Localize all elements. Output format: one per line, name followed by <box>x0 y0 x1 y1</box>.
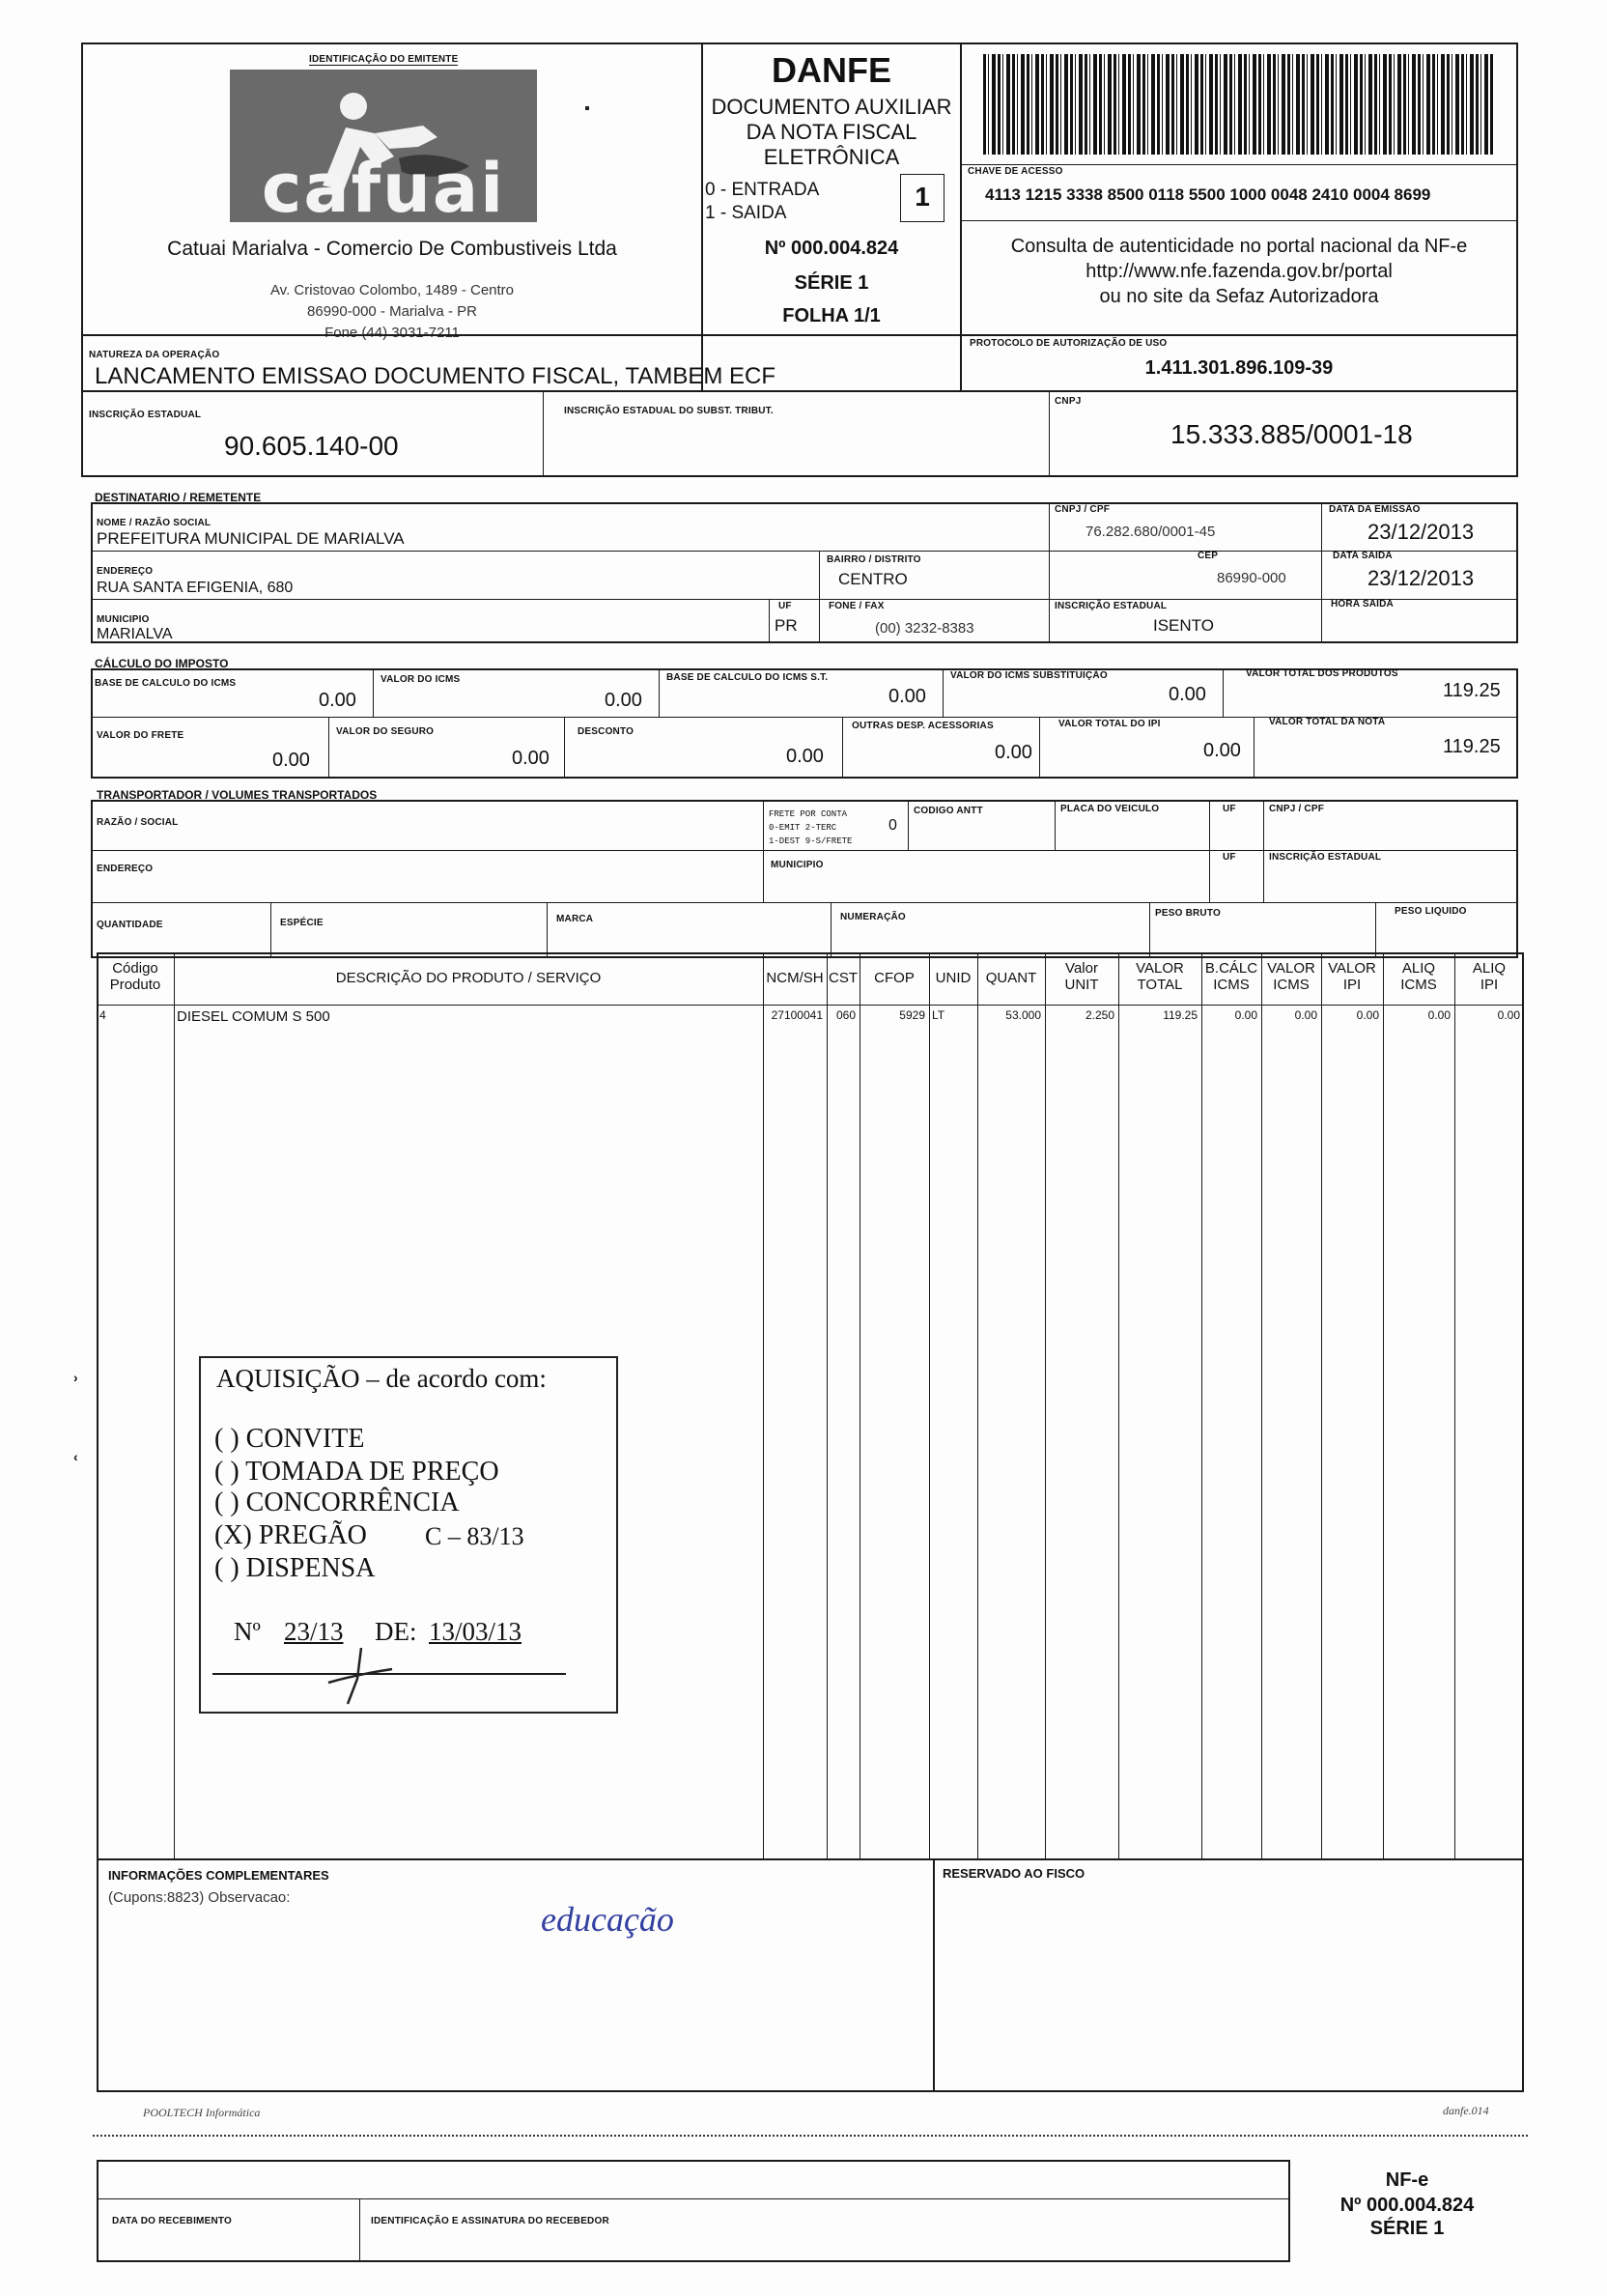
imp-div-5 <box>328 717 329 779</box>
produtos-header-cell: Valor UNIT <box>1064 960 1099 993</box>
bc-icms-label: BASE DE CALCULO DO ICMS <box>95 678 237 689</box>
dest-div-bairro <box>819 551 820 599</box>
chave-sep-1 <box>960 164 1518 165</box>
inscricao-div-2 <box>1049 390 1050 477</box>
emitente-address: Av. Cristovao Colombo, 1489 - Centro <box>269 282 515 298</box>
danfe-tipo: 1 <box>915 182 930 212</box>
imp-div-9 <box>1254 717 1255 779</box>
dest-bairro-label: BAIRRO / DISTRITO <box>827 554 921 565</box>
produtos-col-divider <box>1261 952 1262 1858</box>
natureza-label: NATUREZA DA OPERAÇÃO <box>89 350 220 360</box>
imp-div-6 <box>564 717 565 779</box>
imp-div-1 <box>373 668 374 717</box>
transp-cnpj-label: CNPJ / CPF <box>1269 804 1325 814</box>
stamp-title: AQUISIÇÃO – de acordo com: <box>216 1364 547 1393</box>
dest-line-1 <box>91 551 1518 552</box>
produtos-col-divider <box>174 952 175 1858</box>
dest-nome-label: NOME / RAZÃO SOCIAL <box>97 518 211 528</box>
valor-icms-st: 0.00 <box>1169 684 1206 705</box>
produtos-header-cell: CST <box>829 970 858 986</box>
produtos-header-cell: ALIQ ICMS <box>1400 960 1437 993</box>
dest-cnpj: 76.282.680/0001-45 <box>1085 524 1216 540</box>
footer-code: danfe.014 <box>1443 2104 1489 2117</box>
outras: 0.00 <box>995 742 1032 763</box>
reservado-box <box>933 1858 1524 2092</box>
footer-software: POOLTECH Informática <box>143 2106 261 2119</box>
dest-cep: 86990-000 <box>1217 570 1286 586</box>
produtos-header-cell: Código Produto <box>109 960 161 993</box>
inscricao-div-1 <box>543 390 544 477</box>
dest-municipio: MARIALVA <box>97 626 173 642</box>
stamp-date: 13/03/13 <box>429 1617 522 1646</box>
footer-numero: Nº 000.004.824 <box>1339 2195 1475 2216</box>
frete: 0.00 <box>272 750 310 771</box>
consulta-line-3: ou no site da Sefaz Autorizadora <box>1099 286 1379 307</box>
transp-municipio-label: MUNICIPIO <box>771 860 824 870</box>
produtos-row-cell: 0.00 <box>1356 1008 1379 1022</box>
dest-municipio-label: MUNICIPIO <box>97 614 150 625</box>
stamp-signature-icon <box>319 1640 396 1708</box>
danfe-subtitle-3: ELETRÔNICA <box>763 145 900 169</box>
danfe-numero: Nº 000.004.824 <box>764 238 899 259</box>
destinatario-box <box>91 502 1518 643</box>
bc-icms: 0.00 <box>319 690 356 711</box>
stamp-opt-3: ( ) CONCORRÊNCIA <box>214 1488 460 1517</box>
ipi-label: VALOR TOTAL DO IPI <box>1058 719 1161 729</box>
transp-peso-liquido-label: PESO LIQUIDO <box>1395 906 1467 917</box>
transp-quantidade-label: QUANTIDADE <box>97 920 163 930</box>
transp-uf-label: UF <box>1223 804 1236 814</box>
produtos-row-cell: 27100041 <box>771 1008 823 1022</box>
stamp-num: 23/13 <box>284 1617 344 1646</box>
transp-razao-label: RAZÃO / SOCIAL <box>97 817 179 828</box>
transp-especie-label: ESPÉCIE <box>280 918 324 928</box>
transp-div-10 <box>1375 902 1376 958</box>
recibo-box <box>97 2160 1290 2262</box>
ie-st-label: INSCRIÇÃO ESTADUAL DO SUBST. TRIBUT. <box>564 406 774 416</box>
recebimento-label: DATA DO RECEBIMENTO <box>112 2216 232 2226</box>
transp-antt-label: CODIGO ANTT <box>914 806 983 816</box>
transp-peso-bruto-label: PESO BRUTO <box>1155 908 1221 919</box>
frete-label: VALOR DO FRETE <box>97 730 184 741</box>
transp-div-3 <box>1055 800 1056 850</box>
transp-line-2 <box>91 902 1518 903</box>
dest-div-fone <box>819 599 820 643</box>
dest-hora-saida-label: HORA SAIDA <box>1331 599 1394 609</box>
produtos-row-cell: 2.250 <box>1085 1008 1114 1022</box>
bc-icms-st-label: BASE DE CALCULO DO ICMS S.T. <box>666 672 829 683</box>
produtos-header-cell: VALOR ICMS <box>1267 960 1315 993</box>
dest-uf: PR <box>775 616 798 635</box>
produtos-row-cell: 0.00 <box>1427 1008 1451 1022</box>
desconto-label: DESCONTO <box>578 726 634 737</box>
imposto-section: CÁLCULO DO IMPOSTO <box>95 657 229 670</box>
produtos-header-line <box>97 1005 1524 1006</box>
produtos-row-cell: 060 <box>835 1008 856 1022</box>
outras-label: OUTRAS DESP. ACESSORIAS <box>852 721 994 731</box>
produtos-col-divider <box>977 952 978 1858</box>
footer-nfe: NF-e <box>1385 2169 1429 2191</box>
ie-value: 90.605.140-00 <box>224 431 399 461</box>
produtos-row-cell: 0.00 <box>1294 1008 1317 1022</box>
valor-icms-label: VALOR DO ICMS <box>381 674 461 685</box>
transp-frete-2: 0-EMIT 2-TERC <box>769 823 837 833</box>
ipi: 0.00 <box>1203 740 1241 761</box>
emitente-city: 86990-000 - Marialva - PR <box>307 303 477 320</box>
produtos-col-divider <box>1045 952 1046 1858</box>
produtos-col-divider <box>1321 952 1322 1858</box>
chave-label: CHAVE DE ACESSO <box>968 166 1063 177</box>
transp-ie-label: INSCRIÇÃO ESTADUAL <box>1269 852 1382 863</box>
bc-icms-st: 0.00 <box>888 686 926 707</box>
dest-bairro: CENTRO <box>838 570 908 588</box>
dest-div-uf <box>769 599 770 643</box>
consulta-line-1: Consulta de autenticidade no portal nacional da NF-e <box>1010 236 1468 257</box>
dest-div-data <box>1321 502 1322 643</box>
protocolo-value: 1.411.301.896.109-39 <box>1144 357 1334 379</box>
transp-div-8 <box>831 902 832 958</box>
dest-endereco-label: ENDEREÇO <box>97 566 154 577</box>
valor-produtos: 119.25 <box>1443 680 1501 701</box>
footer-dotted-line <box>93 2135 1528 2137</box>
produtos-header-cell: ALIQ IPI <box>1472 960 1507 993</box>
margin-mark-2: ‹ <box>73 1449 78 1464</box>
transp-div-2 <box>908 800 909 850</box>
transp-uf2-label: UF <box>1223 852 1236 863</box>
produtos-row-cell: 0.00 <box>1234 1008 1257 1022</box>
dest-ie: ISENTO <box>1153 616 1214 635</box>
recibo-div <box>359 2198 360 2262</box>
dest-data-saida-label: DATA SAIDA <box>1333 551 1393 561</box>
dest-endereco: RUA SANTA EFIGENIA, 680 <box>97 580 294 596</box>
dest-uf-label: UF <box>778 601 792 611</box>
desconto: 0.00 <box>786 746 824 767</box>
dest-line-2 <box>91 599 1518 600</box>
produtos-row-cell: 119.25 <box>1163 1008 1198 1022</box>
imp-div-4 <box>1223 668 1224 717</box>
transp-div-7 <box>547 902 548 958</box>
imp-div-8 <box>1039 717 1040 779</box>
valor-produtos-label: VALOR TOTAL DOS PRODUTOS <box>1246 668 1398 679</box>
footer-serie: SÉRIE 1 <box>1369 2218 1445 2239</box>
transp-div-4 <box>1209 800 1210 902</box>
produtos-col-divider <box>1454 952 1455 1858</box>
transp-placa-label: PLACA DO VEICULO <box>1060 804 1160 814</box>
produtos-header-cell: UNID <box>935 970 972 986</box>
company-logo <box>230 70 537 228</box>
transp-frete-3: 1-DEST 9-S/FRETE <box>769 836 853 846</box>
ie-label: INSCRIÇÃO ESTADUAL <box>89 410 202 420</box>
natureza-value: LANCAMENTO EMISSAO DOCUMENTO FISCAL, TAMBEM ECF <box>95 363 775 389</box>
chave-sep-2 <box>960 220 1518 221</box>
produtos-col-divider <box>827 952 828 1858</box>
danfe-folha: FOLHA 1/1 <box>782 305 881 326</box>
info-text: (Cupons:8823) Observacao: <box>108 1889 291 1906</box>
destinatario-section: DESTINATARIO / REMETENTE <box>95 491 262 504</box>
produtos-col-divider <box>1118 952 1119 1858</box>
produtos-col-divider <box>1383 952 1384 1858</box>
transp-numeracao-label: NUMERAÇÃO <box>840 912 906 922</box>
danfe-entrada: 0 - ENTRADA <box>705 180 820 200</box>
dest-ie-label: INSCRIÇÃO ESTADUAL <box>1055 601 1168 611</box>
produtos-row-cell: LT <box>932 1008 945 1022</box>
emitente-name: Catuai Marialva - Comercio De Combustiveis Ltda <box>167 238 617 260</box>
produtos-row-cell: 5929 <box>899 1008 925 1022</box>
produtos-header-cell: NCM/SH <box>766 970 824 986</box>
transp-endereco-label: ENDEREÇO <box>97 864 154 874</box>
margin-mark-1: › <box>73 1370 78 1385</box>
transp-frete-value: 0 <box>888 817 897 834</box>
emitente-phone: Fone (44) 3031-7211 <box>324 325 460 341</box>
stamp-de-label: DE: <box>375 1617 417 1646</box>
danfe-subtitle-1: DOCUMENTO AUXILIAR <box>711 95 952 119</box>
produtos-row-cell: 4 <box>99 1008 106 1022</box>
stamp-opt-5: ( ) DISPENSA <box>214 1553 376 1583</box>
dest-fone: (00) 3232-8383 <box>875 620 974 637</box>
produtos-col-divider <box>929 952 930 1858</box>
protocolo-label: PROTOCOLO DE AUTORIZAÇÃO DE USO <box>970 338 1168 349</box>
total-nota: 119.25 <box>1443 736 1501 757</box>
chave-value: 4113 1215 3338 8500 0118 5500 1000 0048 2410 0004 8699 <box>985 185 1431 204</box>
danfe-saida: 1 - SAIDA <box>705 203 787 223</box>
transp-frete-1: FRETE POR CONTA <box>769 809 848 819</box>
produtos-header-cell: VALOR IPI <box>1328 960 1376 993</box>
produtos-header-cell: QUANT <box>985 970 1037 986</box>
logo-text: cafuai <box>261 149 506 228</box>
transp-div-9 <box>1149 902 1150 958</box>
transp-div-6 <box>270 902 271 958</box>
produtos-header-cell: DESCRIÇÃO DO PRODUTO / SERVIÇO <box>335 970 602 986</box>
total-nota-label: VALOR TOTAL DA NOTA <box>1269 717 1386 727</box>
dest-data-emissao-label: DATA DA EMISSÃO <box>1329 504 1421 515</box>
produtos-header-cell: VALOR TOTAL <box>1136 960 1184 993</box>
transporte-section: TRANSPORTADOR / VOLUMES TRANSPORTADOS <box>97 788 378 802</box>
assinatura-label: IDENTIFICAÇÃO E ASSINATURA DO RECEBEDOR <box>371 2216 609 2226</box>
produtos-col-divider <box>1201 952 1202 1858</box>
produtos-header-cell: B.CÁLC ICMS <box>1204 960 1258 993</box>
dest-data-emissao: 23/12/2013 <box>1367 520 1475 544</box>
danfe-subtitle-2: DA NOTA FISCAL <box>746 120 917 144</box>
reservado-label: RESERVADO AO FISCO <box>943 1866 1085 1881</box>
danfe-serie: SÉRIE 1 <box>794 272 869 294</box>
emitente-section-label: IDENTIFICAÇÃO DO EMITENTE <box>309 54 459 65</box>
stamp-num-label: Nº <box>234 1617 261 1646</box>
imp-div-7 <box>842 717 843 779</box>
recibo-line <box>97 2198 1290 2199</box>
seguro-label: VALOR DO SEGURO <box>336 726 435 737</box>
produtos-header-cell: CFOP <box>874 970 915 986</box>
valor-icms: 0.00 <box>605 690 642 711</box>
transp-div-1 <box>763 800 764 902</box>
valor-icms-st-label: VALOR DO ICMS SUBSTITUIÇÃO <box>950 670 1108 681</box>
stamp-opt-2: ( ) TOMADA DE PREÇO <box>214 1457 499 1487</box>
cnpj-value: 15.333.885/0001-18 <box>1170 419 1413 449</box>
transp-line-1 <box>91 850 1518 851</box>
dest-nome: PREFEITURA MUNICIPAL DE MARIALVA <box>97 529 405 548</box>
imp-div-2 <box>659 668 660 717</box>
dest-cep-label: CEP <box>1198 551 1219 561</box>
stamp-opt-4: (X) PREGÃO <box>214 1520 367 1550</box>
dest-data-saida: 23/12/2013 <box>1367 566 1475 590</box>
produtos-row-cell: DIESEL COMUM S 500 <box>177 1008 330 1025</box>
barcode <box>983 54 1495 155</box>
dest-fone-label: FONE / FAX <box>829 601 885 611</box>
produtos-row-cell: 0.00 <box>1497 1008 1520 1022</box>
stamp-opt-1: ( ) CONVITE <box>214 1424 365 1454</box>
stamp-opt-4-code: C – 83/13 <box>425 1522 524 1550</box>
seguro: 0.00 <box>512 748 550 769</box>
info-handwritten: educação <box>541 1900 674 1939</box>
danfe-title: DANFE <box>772 50 891 90</box>
info-label: INFORMAÇÕES COMPLEMENTARES <box>108 1868 329 1883</box>
consulta-line-2: http://www.nfe.fazenda.gov.br/portal <box>1085 261 1393 282</box>
produtos-col-divider <box>763 952 764 1858</box>
dest-cnpj-label: CNPJ / CPF <box>1055 504 1111 515</box>
transp-marca-label: MARCA <box>556 914 594 924</box>
logo-dot <box>585 106 589 110</box>
cnpj-label: CNPJ <box>1055 396 1082 407</box>
produtos-row-cell: 53.000 <box>1005 1008 1041 1022</box>
imp-div-3 <box>943 668 944 717</box>
dest-div-cnpj <box>1049 502 1050 643</box>
transp-div-5 <box>1263 800 1264 902</box>
